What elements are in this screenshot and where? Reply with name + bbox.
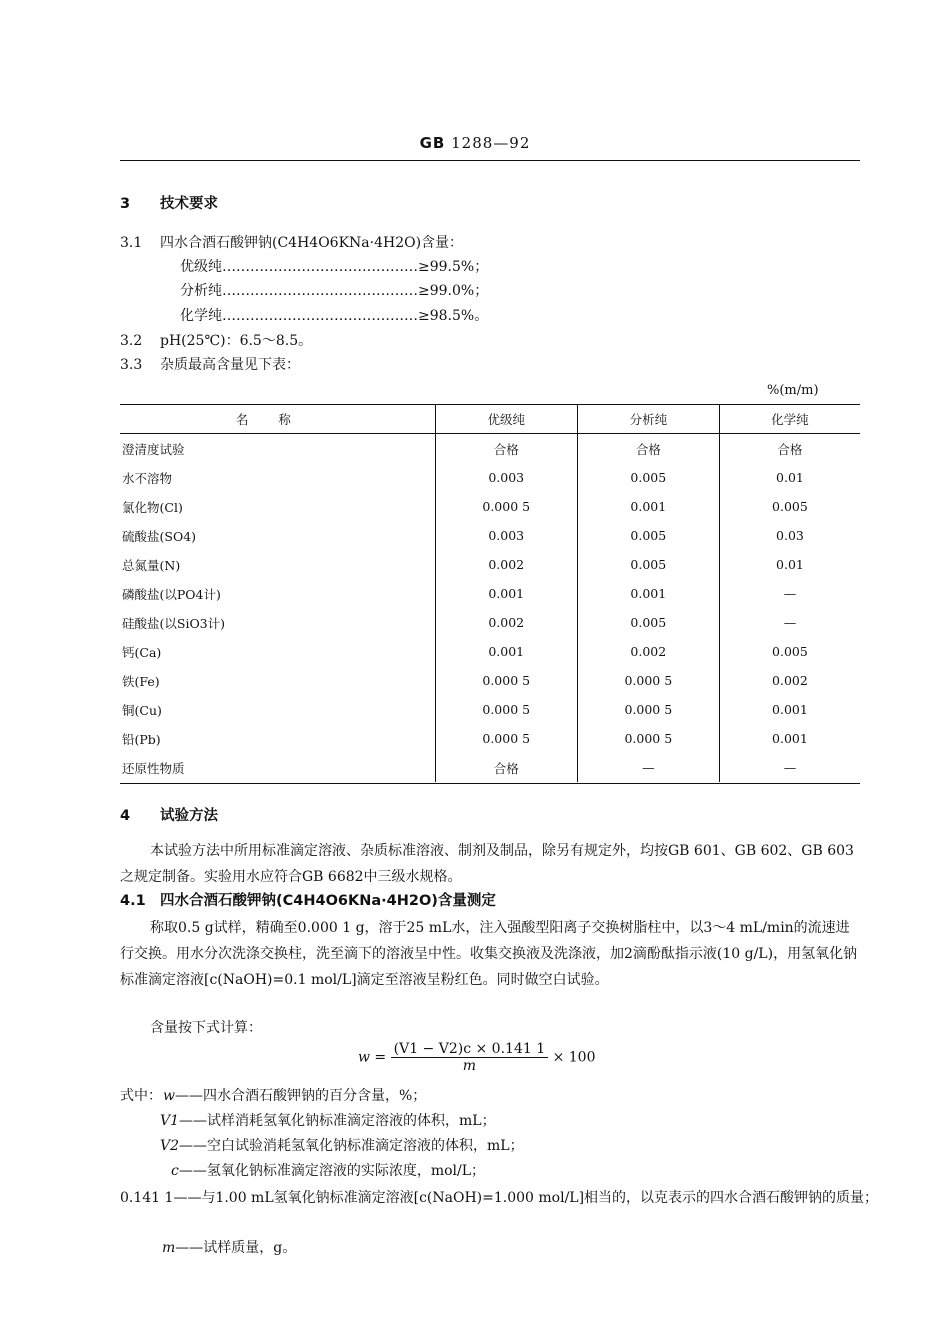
row-value: 合格 (577, 434, 719, 464)
content-formula (358, 1041, 595, 1074)
formula-lhs: w = (358, 1049, 387, 1066)
row-value: 0.005 (577, 521, 719, 550)
header-rule (120, 160, 860, 161)
item-4-1-heading: 4.1 四水合酒石酸钾钠(C4H4O6KNa·4H2O)含量测定 (120, 893, 496, 909)
row-value: — (577, 753, 719, 782)
item-3-1-text: 四水合酒石酸钾钠(C4H4O6KNa·4H2O)含量： (160, 235, 464, 251)
row-value: 0.002 (719, 666, 860, 695)
row-value: 0.001 (577, 492, 719, 521)
row-value: 0.005 (577, 463, 719, 492)
item-4-1-body: 称取0.5 g试样，精确至0.000 1 g，溶于25 mL水，注入强酸型阳离子交换树脂柱中，以3～4 mL/min的流速进行交换。用水分次洗涤交换柱，洗至滴下的溶液呈中性。收集交换液及洗涤液，加2滴酚酞指示液(10 g/L)，用氢氧化钠标准滴定溶液[c(NaOH)=0.1 mol/L]滴定至溶液呈粉红色。同时做空白试验。 (120, 920, 858, 988)
row-value: — (719, 608, 860, 637)
row-value: 0.005 (577, 608, 719, 637)
section-4-heading: 4 试验方法 (120, 808, 218, 824)
row-value: 合格 (719, 434, 860, 464)
grade-line-3: 化学纯……………………………………≥98.5%。 (180, 308, 489, 324)
row-value: 0.000 5 (435, 492, 577, 521)
table-row (120, 550, 860, 579)
row-value: 0.005 (577, 550, 719, 579)
standard-prefix: GB (419, 134, 446, 152)
row-value: — (719, 579, 860, 608)
item-3-2: 3.2 pH(25℃)：6.5～8.5。 (120, 333, 313, 349)
table-row (120, 608, 860, 637)
formula-denominator: m (462, 1058, 477, 1074)
row-item-name: 铅(Pb) (122, 731, 161, 747)
grade-line-1: 优级纯……………………………………≥99.5%； (180, 259, 489, 275)
table-row (120, 521, 860, 550)
table-unit: %(m/m) (767, 383, 819, 398)
table-row (120, 753, 860, 782)
row-value: 合格 (435, 434, 577, 464)
definition-c: c——氢氧化钠标准滴定溶液的实际浓度，mol/L； (171, 1163, 486, 1179)
row-value: 0.001 (435, 579, 577, 608)
definition-m: m——试样质量，g。 (162, 1240, 297, 1256)
row-value: 合格 (435, 753, 577, 782)
table-header-row (120, 405, 860, 434)
row-value: 0.000 5 (577, 666, 719, 695)
definitions-label: 式中： (120, 1088, 162, 1104)
definition-constant: 0.141 1——与1.00 mL氢氧化钠标准滴定溶液[c(NaOH)=1.000 mol/L]相当的，以克表示的四水合酒石酸钾钠的质量； (120, 1190, 879, 1206)
standard-header (0, 134, 950, 152)
header-cp: 化学纯 (719, 405, 860, 434)
section-4-intro: 本试验方法中所用标准滴定溶液、杂质标准溶液、制剂及制品，除另有规定外，均按GB 601、GB 602、GB 603之规定制备。实验用水应符合GB 6682中三级水规格。 (120, 843, 854, 885)
row-value: 0.002 (577, 637, 719, 666)
table-row (120, 434, 860, 464)
header-gr: 优级纯 (435, 405, 577, 434)
row-value: 0.001 (577, 579, 719, 608)
table-row (120, 695, 860, 724)
row-item-name: 总氮量(N) (122, 557, 181, 573)
grade-line-2: 分析纯……………………………………≥99.0%； (180, 283, 489, 299)
row-value: 0.005 (719, 637, 860, 666)
row-value: 0.003 (435, 463, 577, 492)
row-item-name: 铜(Cu) (122, 702, 162, 718)
item-3-1: 3.1 四水合酒石酸钾钠(C4H4O6KNa·4H2O)含量： (120, 235, 464, 251)
definition-v1: V1——试样消耗氢氧化钠标准滴定溶液的体积，mL； (160, 1113, 496, 1129)
row-value: 0.000 5 (435, 695, 577, 724)
row-value: 0.01 (719, 463, 860, 492)
row-item-name: 硫酸盐(SO4) (122, 528, 197, 544)
section-3-heading: 3 技术要求 (120, 196, 218, 212)
row-value: 0.01 (719, 550, 860, 579)
row-value: — (719, 753, 860, 782)
row-item-name: 硅酸盐(以SiO3计) (122, 615, 226, 631)
impurity-table (120, 405, 860, 782)
header-ar: 分析纯 (577, 405, 719, 434)
row-value: 0.002 (435, 608, 577, 637)
formula-fraction (391, 1041, 549, 1074)
row-item-name: 氯化物(Cl) (122, 499, 183, 515)
row-value: 0.000 5 (577, 724, 719, 753)
row-item-name: 澄清度试验 (122, 441, 185, 457)
table-row (120, 579, 860, 608)
row-value: 0.001 (719, 695, 860, 724)
formula-numerator: (V1 − V2)c × 0.141 1 (391, 1041, 549, 1058)
definition-w: w——四水合酒石酸钾钠的百分含量，%； (163, 1088, 427, 1104)
table-row (120, 637, 860, 666)
row-value: 0.000 5 (435, 724, 577, 753)
standard-number: 1288—92 (451, 134, 531, 152)
header-name: 名称 (120, 405, 435, 434)
formula-tail: × 100 (552, 1049, 596, 1066)
table-row (120, 724, 860, 753)
row-value: 0.000 5 (577, 695, 719, 724)
row-value: 0.03 (719, 521, 860, 550)
table-bottom-rule (120, 783, 860, 784)
table-row (120, 666, 860, 695)
row-value: 0.000 5 (435, 666, 577, 695)
row-value: 0.002 (435, 550, 577, 579)
row-item-name: 钙(Ca) (122, 644, 162, 660)
calc-intro: 含量按下式计算： (150, 1020, 262, 1036)
row-item-name: 还原性物质 (122, 760, 185, 776)
row-value: 0.003 (435, 521, 577, 550)
row-value: 0.001 (719, 724, 860, 753)
row-value: 0.005 (719, 492, 860, 521)
row-item-name: 水不溶物 (122, 470, 173, 486)
table-row (120, 492, 860, 521)
table-row (120, 463, 860, 492)
definition-v2: V2——空白试验消耗氢氧化钠标准滴定溶液的体积，mL； (160, 1138, 524, 1154)
row-item-name: 铁(Fe) (122, 673, 160, 689)
row-item-name: 磷酸盐(以PO4计) (122, 586, 221, 602)
item-3-3: 3.3 杂质最高含量见下表： (120, 357, 300, 373)
row-value: 0.001 (435, 637, 577, 666)
